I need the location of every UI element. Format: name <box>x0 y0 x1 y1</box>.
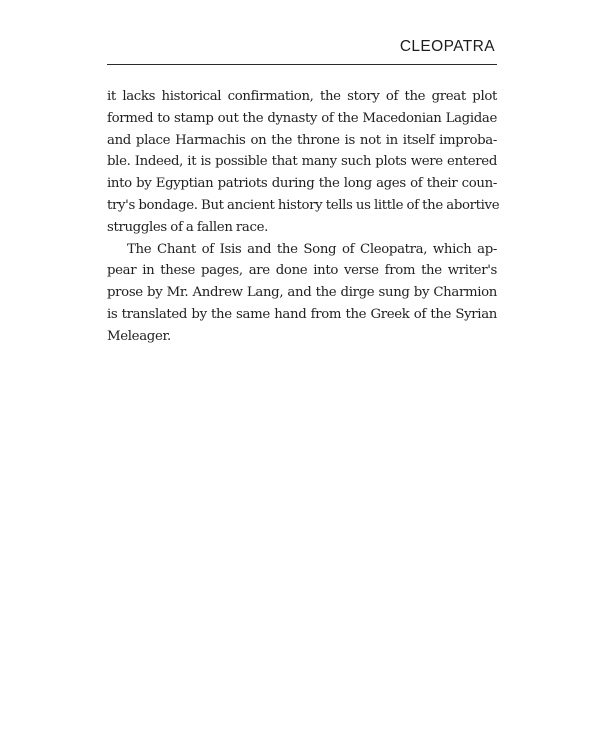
text-line: pear in these pages, are done into verse from the writer's <box>107 263 497 279</box>
text-line: struggles of a fallen race. <box>107 219 268 235</box>
text-line: it lacks historical confirmation, the story of the great plot <box>107 89 497 104</box>
text-line: try's bondage. But ancient history tells us little of the abortive <box>107 197 500 213</box>
text-line: and place Harmachis on the throne is not in itself improba- <box>107 132 497 148</box>
text-line: Meleager. <box>107 328 171 344</box>
running-title: CLEOPATRA <box>399 38 495 55</box>
body-text <box>107 86 500 348</box>
text-line: is translated by the same hand from the Greek of the Syrian <box>107 306 497 322</box>
paragraph-1 <box>107 86 500 239</box>
text-line: ble. Indeed, it is possible that many such plots were entered <box>107 154 497 170</box>
text-line: into by Egyptian patriots during the long ages of their coun- <box>107 176 497 192</box>
text-line: prose by Mr. Andrew Lang, and the dirge sung by Charmion <box>107 285 497 301</box>
running-header <box>107 34 497 65</box>
paragraph-2 <box>107 239 497 348</box>
text-line: The Chant of Isis and the Song of Cleopatra, which ap- <box>127 241 497 257</box>
text-line: formed to stamp out the dynasty of the Macedonian Lagidae <box>107 110 497 126</box>
